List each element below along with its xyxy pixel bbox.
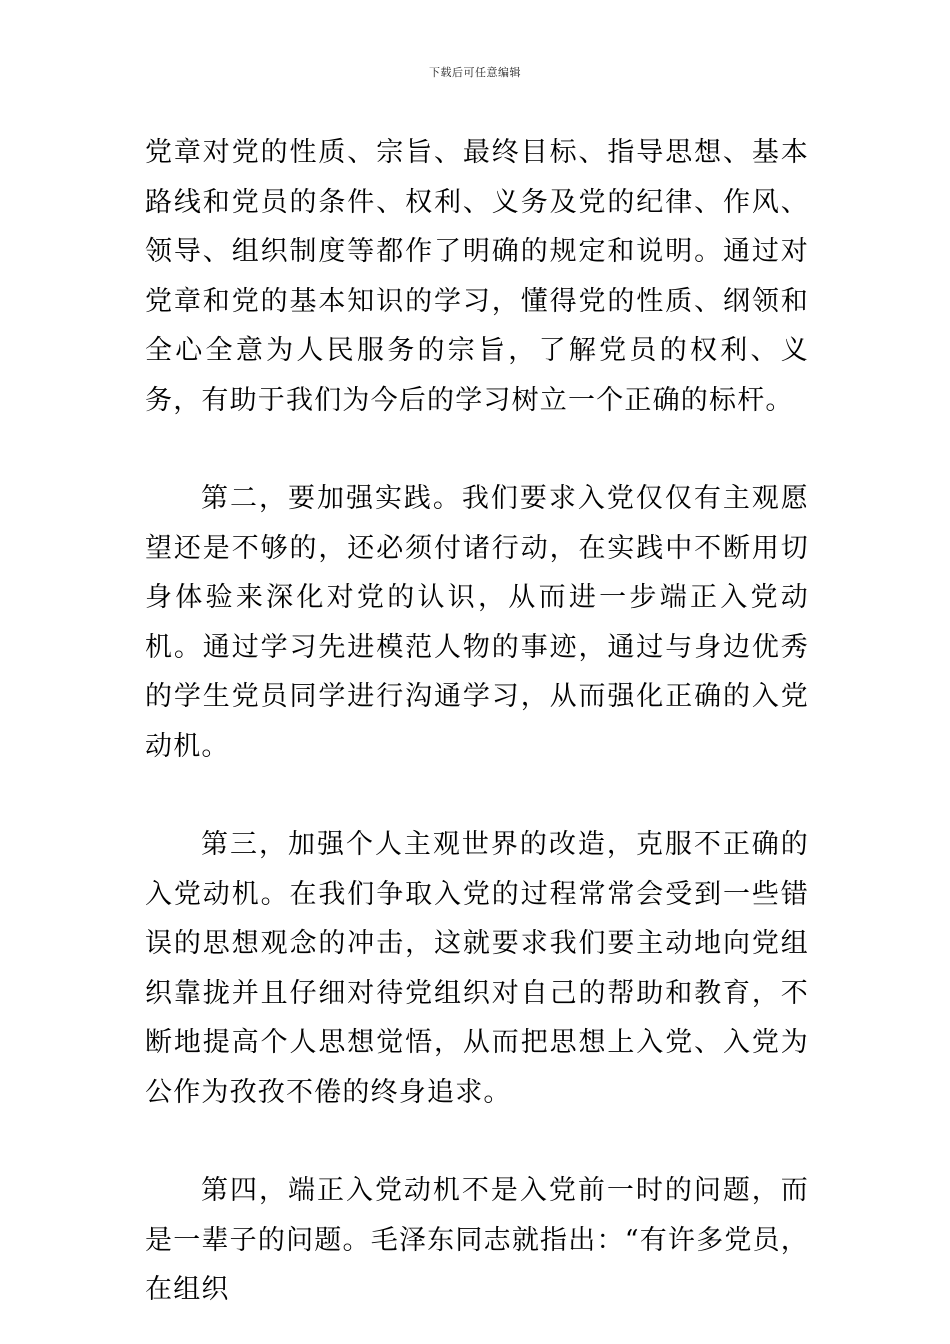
paragraph-2: 第二，要加强实践。我们要求入党仅仅有主观愿望还是不够的，还必须付诸行动，在实践中不断用切身体验来深化对党的认识，从而进一步端正入党动机。通过学习先进模范人物的事迹，通过与身边优秀的学生党员同学进行沟通学习，从而强化正确的入党动机。: [145, 483, 809, 762]
paragraph-3: 第三，加强个人主观世界的改造，克服不正确的入党动机。在我们争取入党的过程常常会受到一些错误的思想观念的冲击，这就要求我们要主动地向党组织靠拢并且仔细对待党组织对自己的帮助和教育，不断地提高个人思想觉悟，从而把思想上入党、入党为公作为孜孜不倦的终身追求。: [145, 829, 809, 1108]
paragraph-4: 第四，端正入党动机不是入党前一时的问题，而是一辈子的问题。毛泽东同志就指出：“有许多党员，在组织: [145, 1175, 809, 1305]
document-body: [145, 128, 809, 1315]
header-note: 下载后可任意编辑: [429, 66, 521, 79]
paragraph-1: 党章对党的性质、宗旨、最终目标、指导思想、基本路线和党员的条件、权利、义务及党的纪律、作风、领导、组织制度等都作了明确的规定和说明。通过对党章和党的基本知识的学习，懂得党的性质、纲领和全心全意为人民服务的宗旨，了解党员的权利、义务，有助于我们为今后的学习树立一个正确的标杆。: [145, 137, 809, 416]
